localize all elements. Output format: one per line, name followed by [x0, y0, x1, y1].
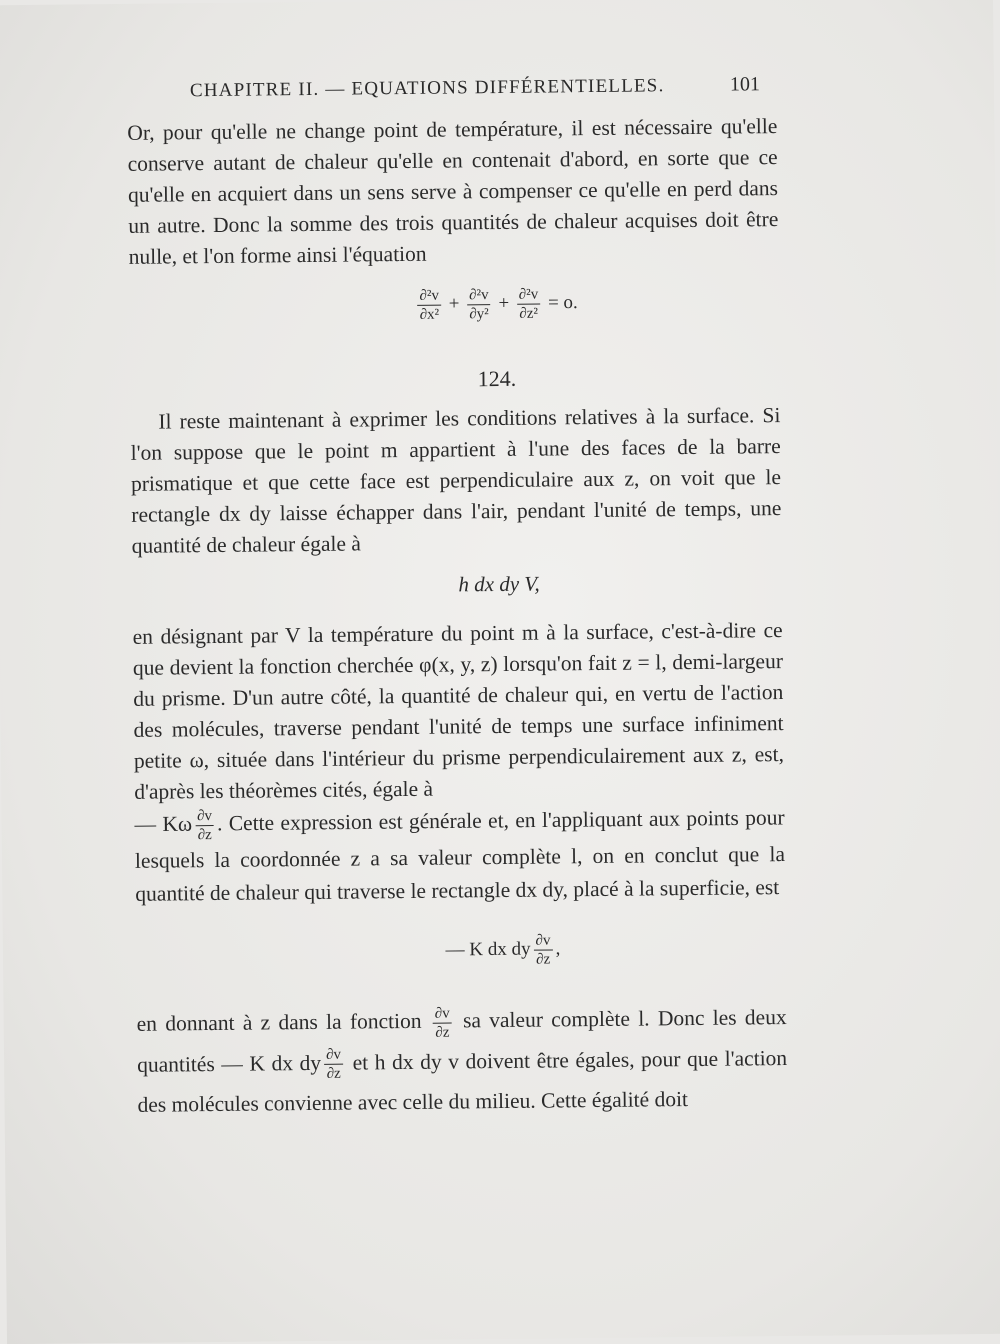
numerator: ∂²v: [467, 286, 491, 305]
denominator: ∂y²: [469, 306, 489, 323]
paragraph-3b: [134, 801, 785, 911]
section-number: 124.: [477, 365, 517, 392]
plus-sign: +: [448, 293, 460, 315]
paragraph-4: [136, 997, 787, 1125]
fraction: [195, 807, 214, 844]
equation-tail: ,: [555, 938, 561, 960]
paragraph-4-text: en donnant à z dans la fonction: [136, 1008, 422, 1036]
running-header: [190, 73, 760, 102]
numerator: ∂²v: [417, 287, 441, 306]
fraction: [533, 931, 552, 968]
paragraph-4-text: et h dx dy v doivent être égales, pour que l'action des molécules convienne avec celle du milieu. Cette égalité doit: [137, 1045, 788, 1117]
equation-flux: [3, 927, 1000, 974]
fraction: [417, 287, 441, 324]
paragraph-3b-text: . Cette expression est générale et, en l'appliquant aux points pour lesquels la coordonnée z a sa valeur complète l, on en conclut que la quantité de chaleur qui traverse le rectangle dx dy, placé à la superficie, est: [134, 805, 786, 906]
fraction: [467, 286, 491, 323]
flux-lead: — Kω: [134, 811, 193, 837]
numerator: ∂v: [533, 931, 552, 950]
paragraph-1: Or, pour qu'elle ne change point de température, il est nécessaire qu'elle conserve autant de chaleur qu'elle en contenait d'abord, en sorte que ce qu'elle en acquiert dans un sens serve à compenser ce qu'elle en perd dans un autre. Donc la somme des trois quantités de chaleur acquises doit être nulle, et l'on forme ainsi l'équation: [127, 114, 779, 269]
fraction: [433, 1004, 452, 1041]
equation-rhs: = o.: [547, 292, 578, 314]
paragraph-3: en désignant par V la température du point m à la surface, c'est-à-dire ce que devient la fonction cherchée φ(x, y, z) lorsqu'on fait z = l, demi-largeur du prisme. D'un autre côté, la quantité de chaleur qui, en vertu de l'action des molécules, traverse pendant l'unité de temps une surface infiniment petite ω, située dans l'intérieur du prisme perpendiculairement aux z, est, d'après les théorèmes cités, égale à: [132, 618, 785, 804]
equation-surface-loss: h dx dy V,: [458, 571, 540, 597]
page-number: 101: [729, 73, 761, 96]
fraction: [517, 286, 541, 323]
denominator: ∂z: [435, 1024, 450, 1041]
flux-lead: — K dx dy: [445, 938, 531, 961]
plus-sign: +: [498, 292, 510, 314]
denominator: ∂z: [326, 1065, 341, 1082]
denominator: ∂z: [536, 951, 551, 968]
denominator: ∂z²: [519, 305, 539, 322]
numerator: ∂²v: [517, 286, 541, 305]
denominator: ∂z: [197, 827, 212, 844]
equation-laplace: [0, 281, 996, 328]
paragraph-2: Il reste maintenant à exprimer les conditions relatives à la surface. Si l'on suppose que le point m appartient à l'une des faces de la barre prismatique et que cette face est perpendiculaire aux z, on voit que le rectangle dx dy laisse échapper dans l'air, pendant l'unité de temps, une quantité de chaleur égale à: [130, 403, 782, 558]
numerator: ∂v: [195, 807, 214, 826]
denominator: ∂x²: [419, 306, 440, 323]
numerator: ∂v: [324, 1046, 343, 1065]
numerator: ∂v: [433, 1004, 452, 1023]
paragraph-4-text: sa valeur complète l. Donc les deux quantités — K dx dy: [136, 1005, 787, 1077]
running-title: CHAPITRE II. — EQUATIONS DIFFÉRENTIELLES.: [189, 75, 665, 102]
fraction: [324, 1046, 343, 1083]
